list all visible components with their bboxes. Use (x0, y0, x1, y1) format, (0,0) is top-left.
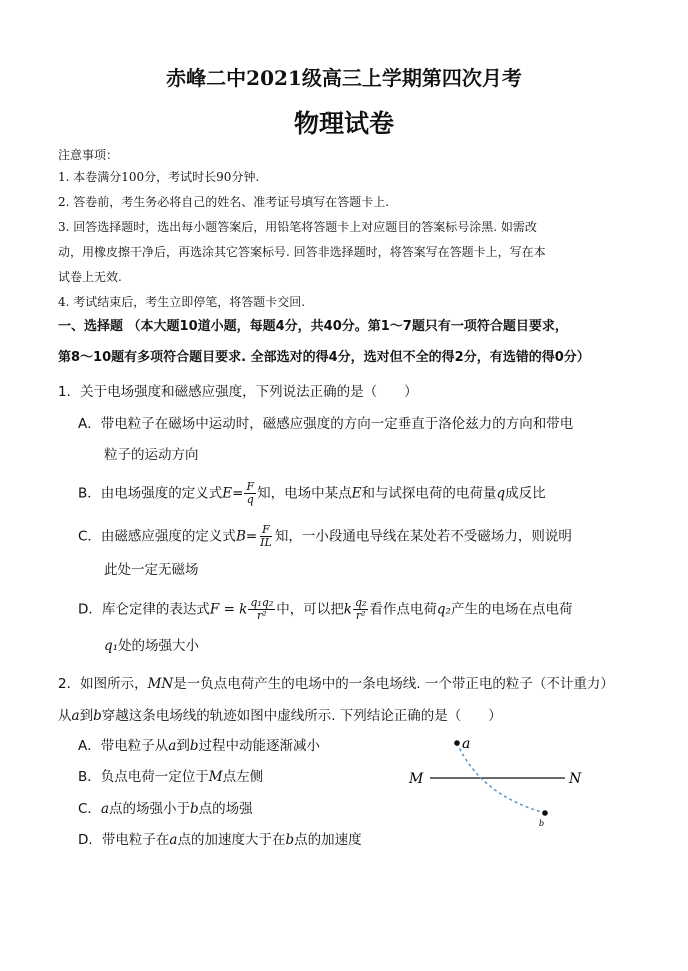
note-item: 动，用橡皮擦干净后，再选涂其它答案标号. 回答非选择题时，将答案写在答题卡上，写在本 (58, 245, 546, 259)
q1-stem: 1．关于电场强度和磁感应强度，下列说法正确的是（ ） (58, 384, 418, 400)
notes-heading: 注意事项： (58, 148, 119, 162)
point-a (454, 740, 460, 746)
q2-option-d: D．带电粒子在a点的加速度大于在b点的加速度 (78, 832, 362, 848)
q2-option-a: A．带电粒子从a到b过程中动能逐渐减小 (78, 738, 320, 754)
section-header: 一、选择题 （本大题10道小题，每题4分，共40分。第1～7题只有一项符合题目要求， (58, 319, 568, 334)
q1-option-a-cont: 粒子的运动方向 (104, 447, 199, 463)
exam-title: 赤峰二中2021级高三上学期第四次月考 (166, 66, 522, 90)
trajectory-dashed (457, 743, 545, 813)
q1-option-b: B．由电场强度的定义式E= $\frac{F}{q}$ 知，电场中某点E和与试探电荷的电荷量q成反比 (78, 480, 546, 506)
q2-option-b: B．负点电荷一定位于M点左侧 (78, 769, 264, 785)
fraction-f-over-q: $\frac{F}{q}$ (246, 480, 255, 506)
fraction-q1q2-over-r2: $\frac{\text{q₁q₂}}{\text{r²}}$ (250, 596, 274, 622)
label-n: N (569, 771, 582, 787)
q2-stem: 2．如图所示，MN是一负点电荷产生的电场中的一条电场线. 一个带正电的粒子（不计重力） (58, 676, 614, 692)
q1-option-c-cont: 此处一定无磁场 (104, 562, 199, 578)
q1-option-d: D．库仑定律的表达式F = k $\frac{\text{q₁q₂}}{\text{r²}}$ 中，可以把k $\frac{\text{q₂}}{\text{r²}}$ 看作点电荷q₂产生的电场在点电荷 (78, 596, 573, 622)
section-header-cont: 第8～10题有多项符合题目要求. 全部选对的得4分，选对但不全的得2分，有选错的得0分） (58, 350, 590, 365)
label-m: M (409, 771, 424, 787)
q2-option-c: C．a点的场强小于b点的场强 (78, 801, 253, 817)
q2-stem-cont: 从a到b穿越这条电场线的轨迹如图中虚线所示. 下列结论正确的是（ ） (58, 708, 502, 724)
point-b (542, 810, 548, 816)
q1-option-d-cont: q₁处的场强大小 (104, 638, 200, 654)
label-b: b (539, 819, 545, 828)
note-item: 4. 考试结束后，考生立即停笔，将答题卡交回. (58, 295, 306, 309)
exam-subject: 物理试卷 (293, 109, 394, 138)
q1-option-c: C．由磁感应强度的定义式B= $\frac{F}{IL}$ 知，一小段通电导线在某处若不受磁场力，则说明 (78, 523, 572, 549)
label-a: a (462, 736, 471, 752)
note-item: 2. 答卷前，考生务必将自己的姓名、准考证号填写在答题卡上. (58, 195, 390, 209)
note-item: 3. 回答选择题时，选出每小题答案后，用铅笔将答题卡上对应题目的答案标号涂黑. 如需改 (58, 220, 537, 234)
q1-option-a: A．带电粒子在磁场中运动时，磁感应强度的方向一定垂直于洛伦兹力的方向和带电 (78, 416, 574, 432)
note-item: 1. 本卷满分100分，考试时长90分钟. (58, 170, 260, 184)
note-item: 试卷上无效. (58, 270, 122, 284)
fraction-q2-over-r2: $\frac{\text{q₂}}{\text{r²}}$ (354, 596, 367, 622)
fraction-f-over-il: $\frac{F}{IL}$ (260, 523, 272, 549)
